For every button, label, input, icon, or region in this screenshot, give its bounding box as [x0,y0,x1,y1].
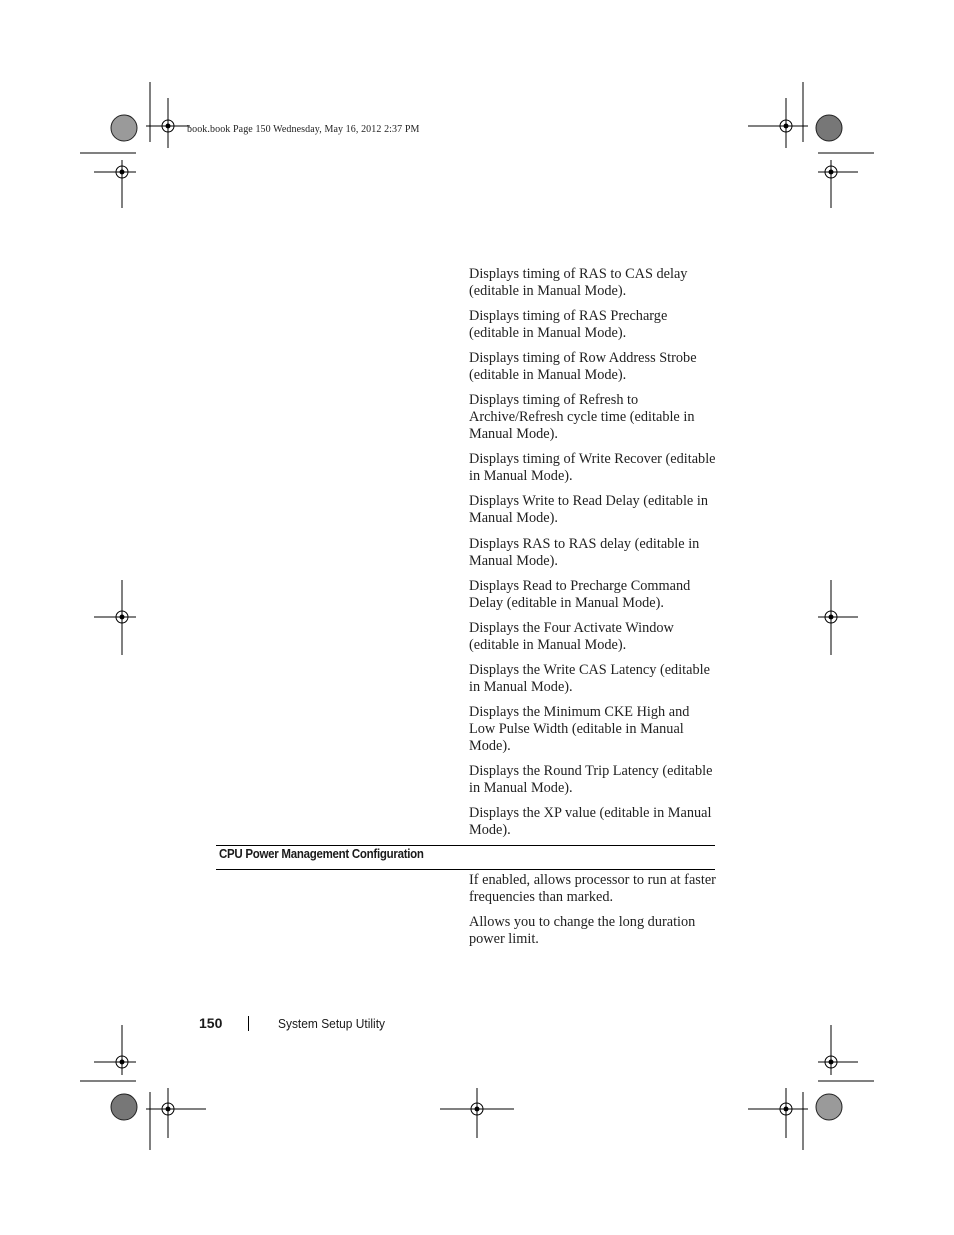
description-read-to-precharge: Displays Read to Precharge Command Delay (editable in Manual Mode). [469,578,691,611]
description-xp-value: Displays the XP value (editable in Manual Mode). [469,805,712,838]
running-title: System Setup Utility [278,1016,386,1031]
description-round-trip-latency: Displays the Round Trip Latency (editable in Manual Mode). [469,763,713,796]
print-slug: book.book Page 150 Wednesday, May 16, 2012 2:37 PM [187,124,420,135]
description-write-to-read-delay: Displays Write to Read Delay (editable in Manual Mode). [469,493,708,526]
description-refresh-cycle-time: Displays timing of Refresh to Archive/Refresh cycle time (editable in Manual Mode). [469,392,695,442]
section-title: CPU Power Management Configuration [219,847,424,861]
description-write-recover: Displays timing of Write Recover (editable in Manual Mode). [469,451,716,484]
page-number: 150 [199,1015,223,1031]
description-turbo-mode: If enabled, allows processor to run at faster frequencies than marked. [469,872,716,905]
section-bottom-rule [216,869,715,870]
description-write-cas-latency: Displays the Write CAS Latency (editable in Manual Mode). [469,662,710,695]
description-ras-to-cas-delay: Displays timing of RAS to CAS delay (editable in Manual Mode). [469,266,688,299]
description-long-duration-power-limit: Allows you to change the long duration power limit. [469,914,696,947]
description-cke-pulse-width: Displays the Minimum CKE High and Low Pulse Width (editable in Manual Mode). [469,704,690,754]
description-four-activate-window: Displays the Four Activate Window (editable in Manual Mode). [469,620,674,653]
footer-separator [248,1016,249,1031]
description-ras-to-ras-delay: Displays RAS to RAS delay (editable in Manual Mode). [469,536,700,569]
section-top-rule [216,845,715,846]
description-row-address-strobe: Displays timing of Row Address Strobe (editable in Manual Mode). [469,350,697,383]
description-ras-precharge: Displays timing of RAS Precharge (editable in Manual Mode). [469,308,668,341]
